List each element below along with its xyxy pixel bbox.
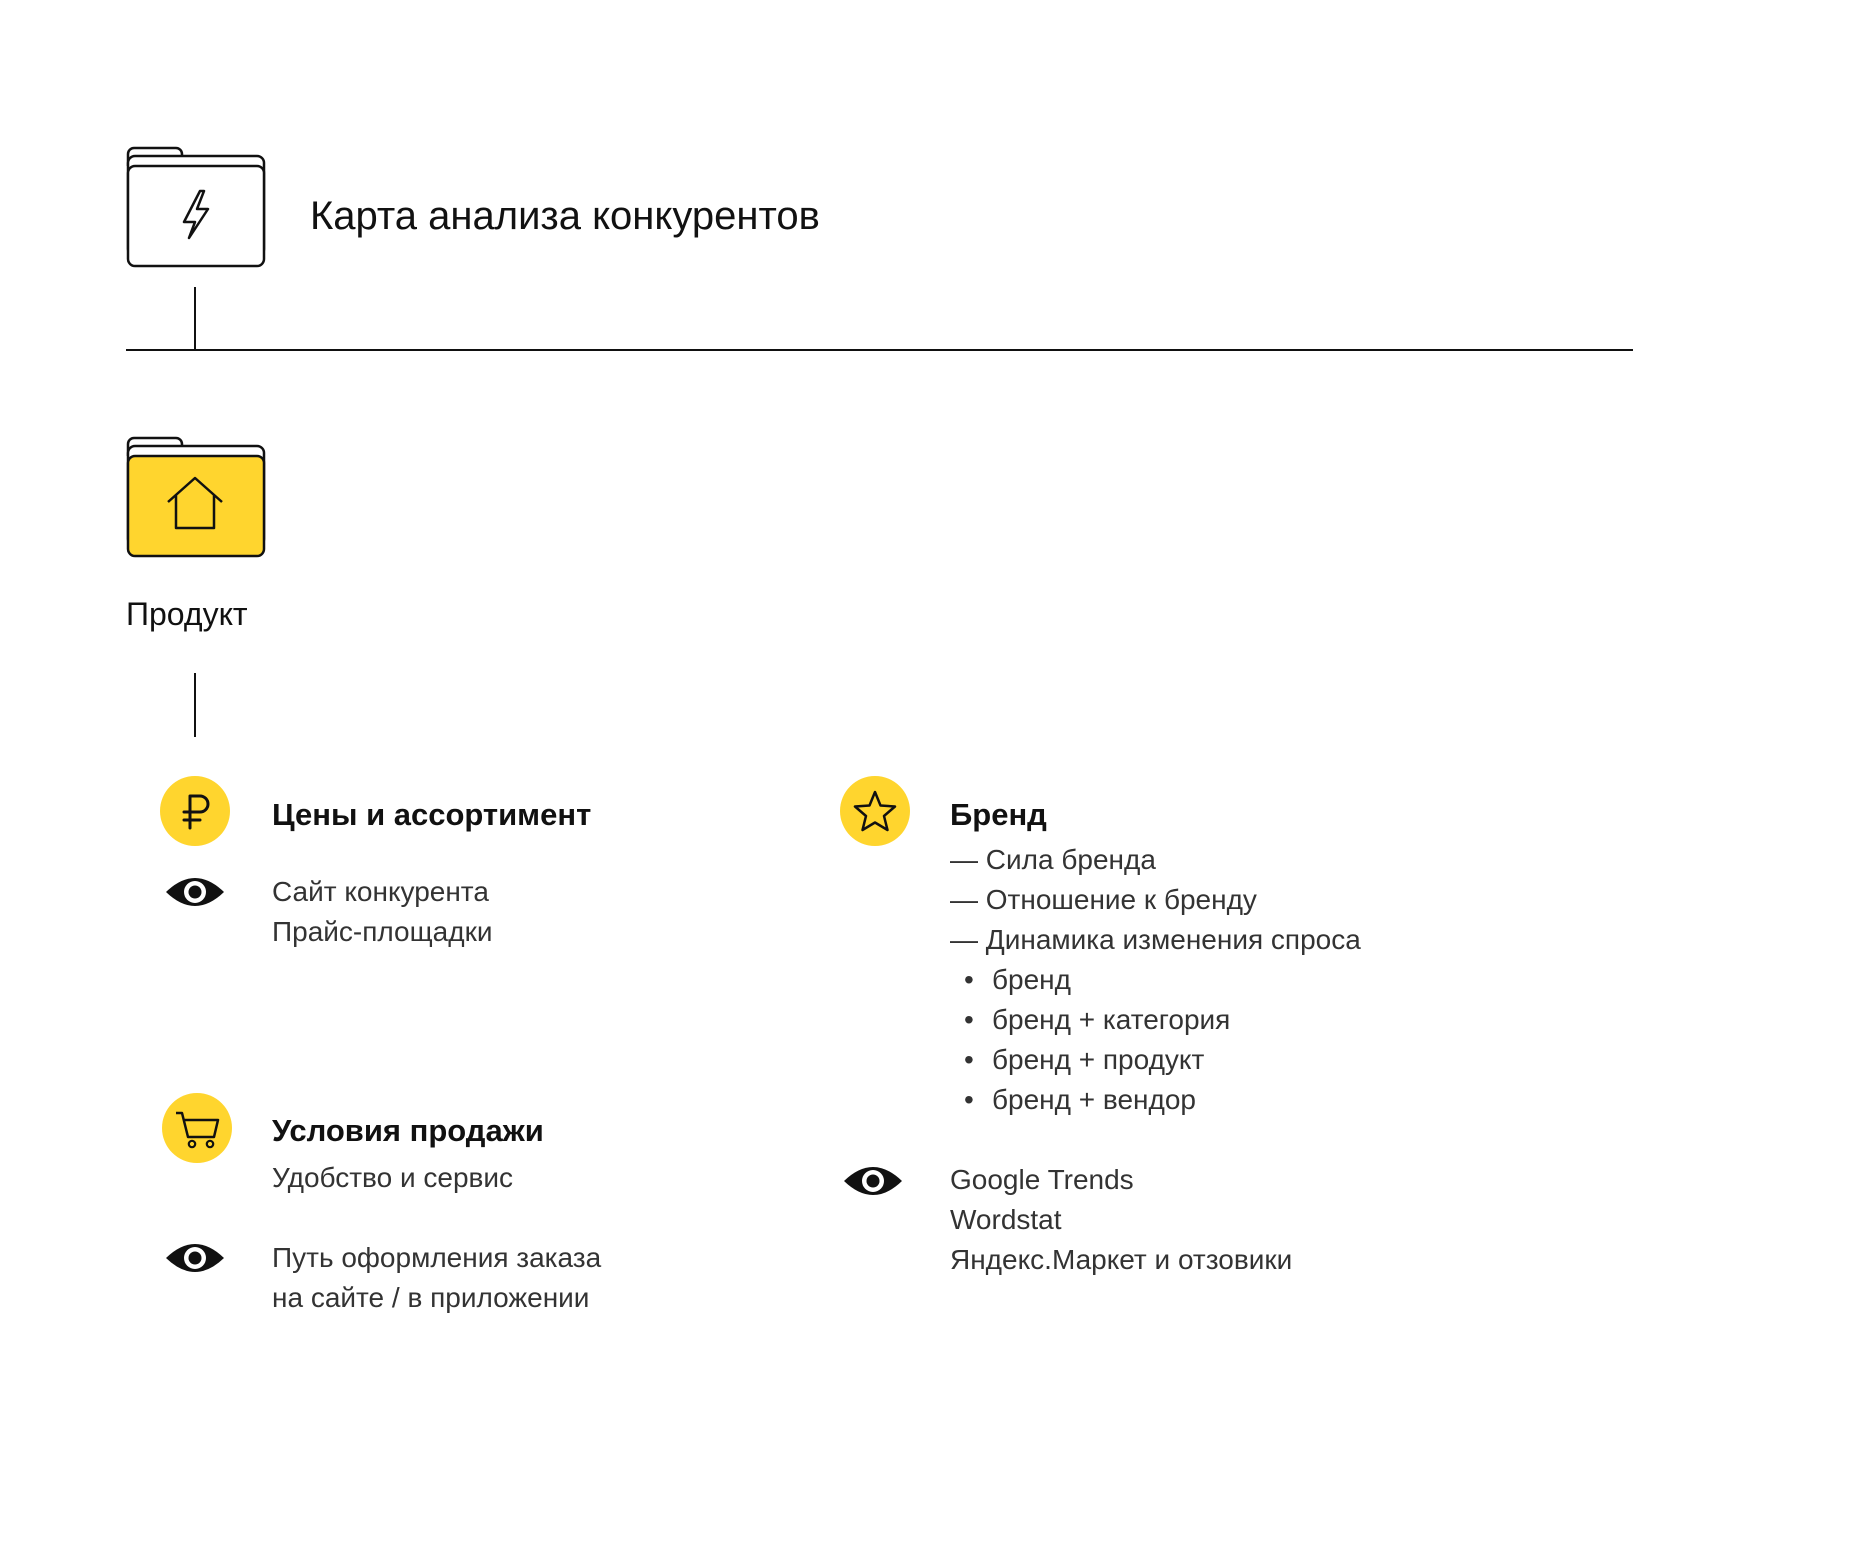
star-icon — [840, 776, 910, 846]
sales-subtitle: Удобство и сервис — [272, 1162, 514, 1193]
brand-items — [950, 840, 1361, 960]
prices-sources — [272, 872, 492, 952]
bullet-text: бренд + категория — [992, 1004, 1231, 1035]
sales-heading: Условия продажи — [272, 1113, 544, 1148]
brand-sources — [950, 1160, 1292, 1280]
source-line: Яндекс.Маркет и отзовики — [950, 1244, 1293, 1275]
source-line: Wordstat — [950, 1204, 1062, 1235]
brand-heading: Бренд — [950, 797, 1047, 832]
source-line: Прайс-площадки — [272, 916, 493, 947]
eye-icon — [164, 872, 226, 912]
bullet-dot: • — [964, 1044, 974, 1075]
connector-horizontal — [126, 349, 1633, 351]
ruble-icon — [160, 776, 230, 846]
source-line: на сайте / в приложении — [272, 1282, 590, 1313]
bullet-item — [964, 1040, 1230, 1080]
sales-sources — [272, 1238, 601, 1318]
connector-vertical-branch — [194, 673, 196, 737]
brand-item: — Динамика изменения спроса — [950, 924, 1361, 955]
bullet-dot: • — [964, 1084, 974, 1115]
source-line: Путь оформления заказа — [272, 1242, 602, 1273]
branch-label: Продукт — [126, 596, 248, 632]
bullet-dot: • — [964, 964, 974, 995]
house-folder-icon — [126, 436, 266, 558]
cart-icon — [162, 1093, 232, 1163]
prices-heading: Цены и ассортимент — [272, 797, 592, 832]
eye-icon — [842, 1161, 904, 1201]
bullet-text: бренд + вендор — [992, 1084, 1196, 1115]
bullet-item — [964, 1080, 1230, 1120]
bullet-item — [964, 1000, 1230, 1040]
source-line: Сайт конкурента — [272, 876, 489, 907]
bullet-item — [964, 960, 1230, 1000]
brand-item: — Отношение к бренду — [950, 884, 1257, 915]
lightning-folder-icon — [126, 146, 266, 268]
map-title: Карта анализа конкурентов — [310, 194, 820, 238]
bullet-dot: • — [964, 1004, 974, 1035]
brand-item: — Сила бренда — [950, 844, 1156, 875]
bullet-text: бренд — [992, 964, 1071, 995]
source-line: Google Trends — [950, 1164, 1134, 1195]
brand-bullets — [964, 960, 1230, 1120]
eye-icon — [164, 1238, 226, 1278]
bullet-text: бренд + продукт — [992, 1044, 1205, 1075]
connector-vertical-top — [194, 287, 196, 349]
